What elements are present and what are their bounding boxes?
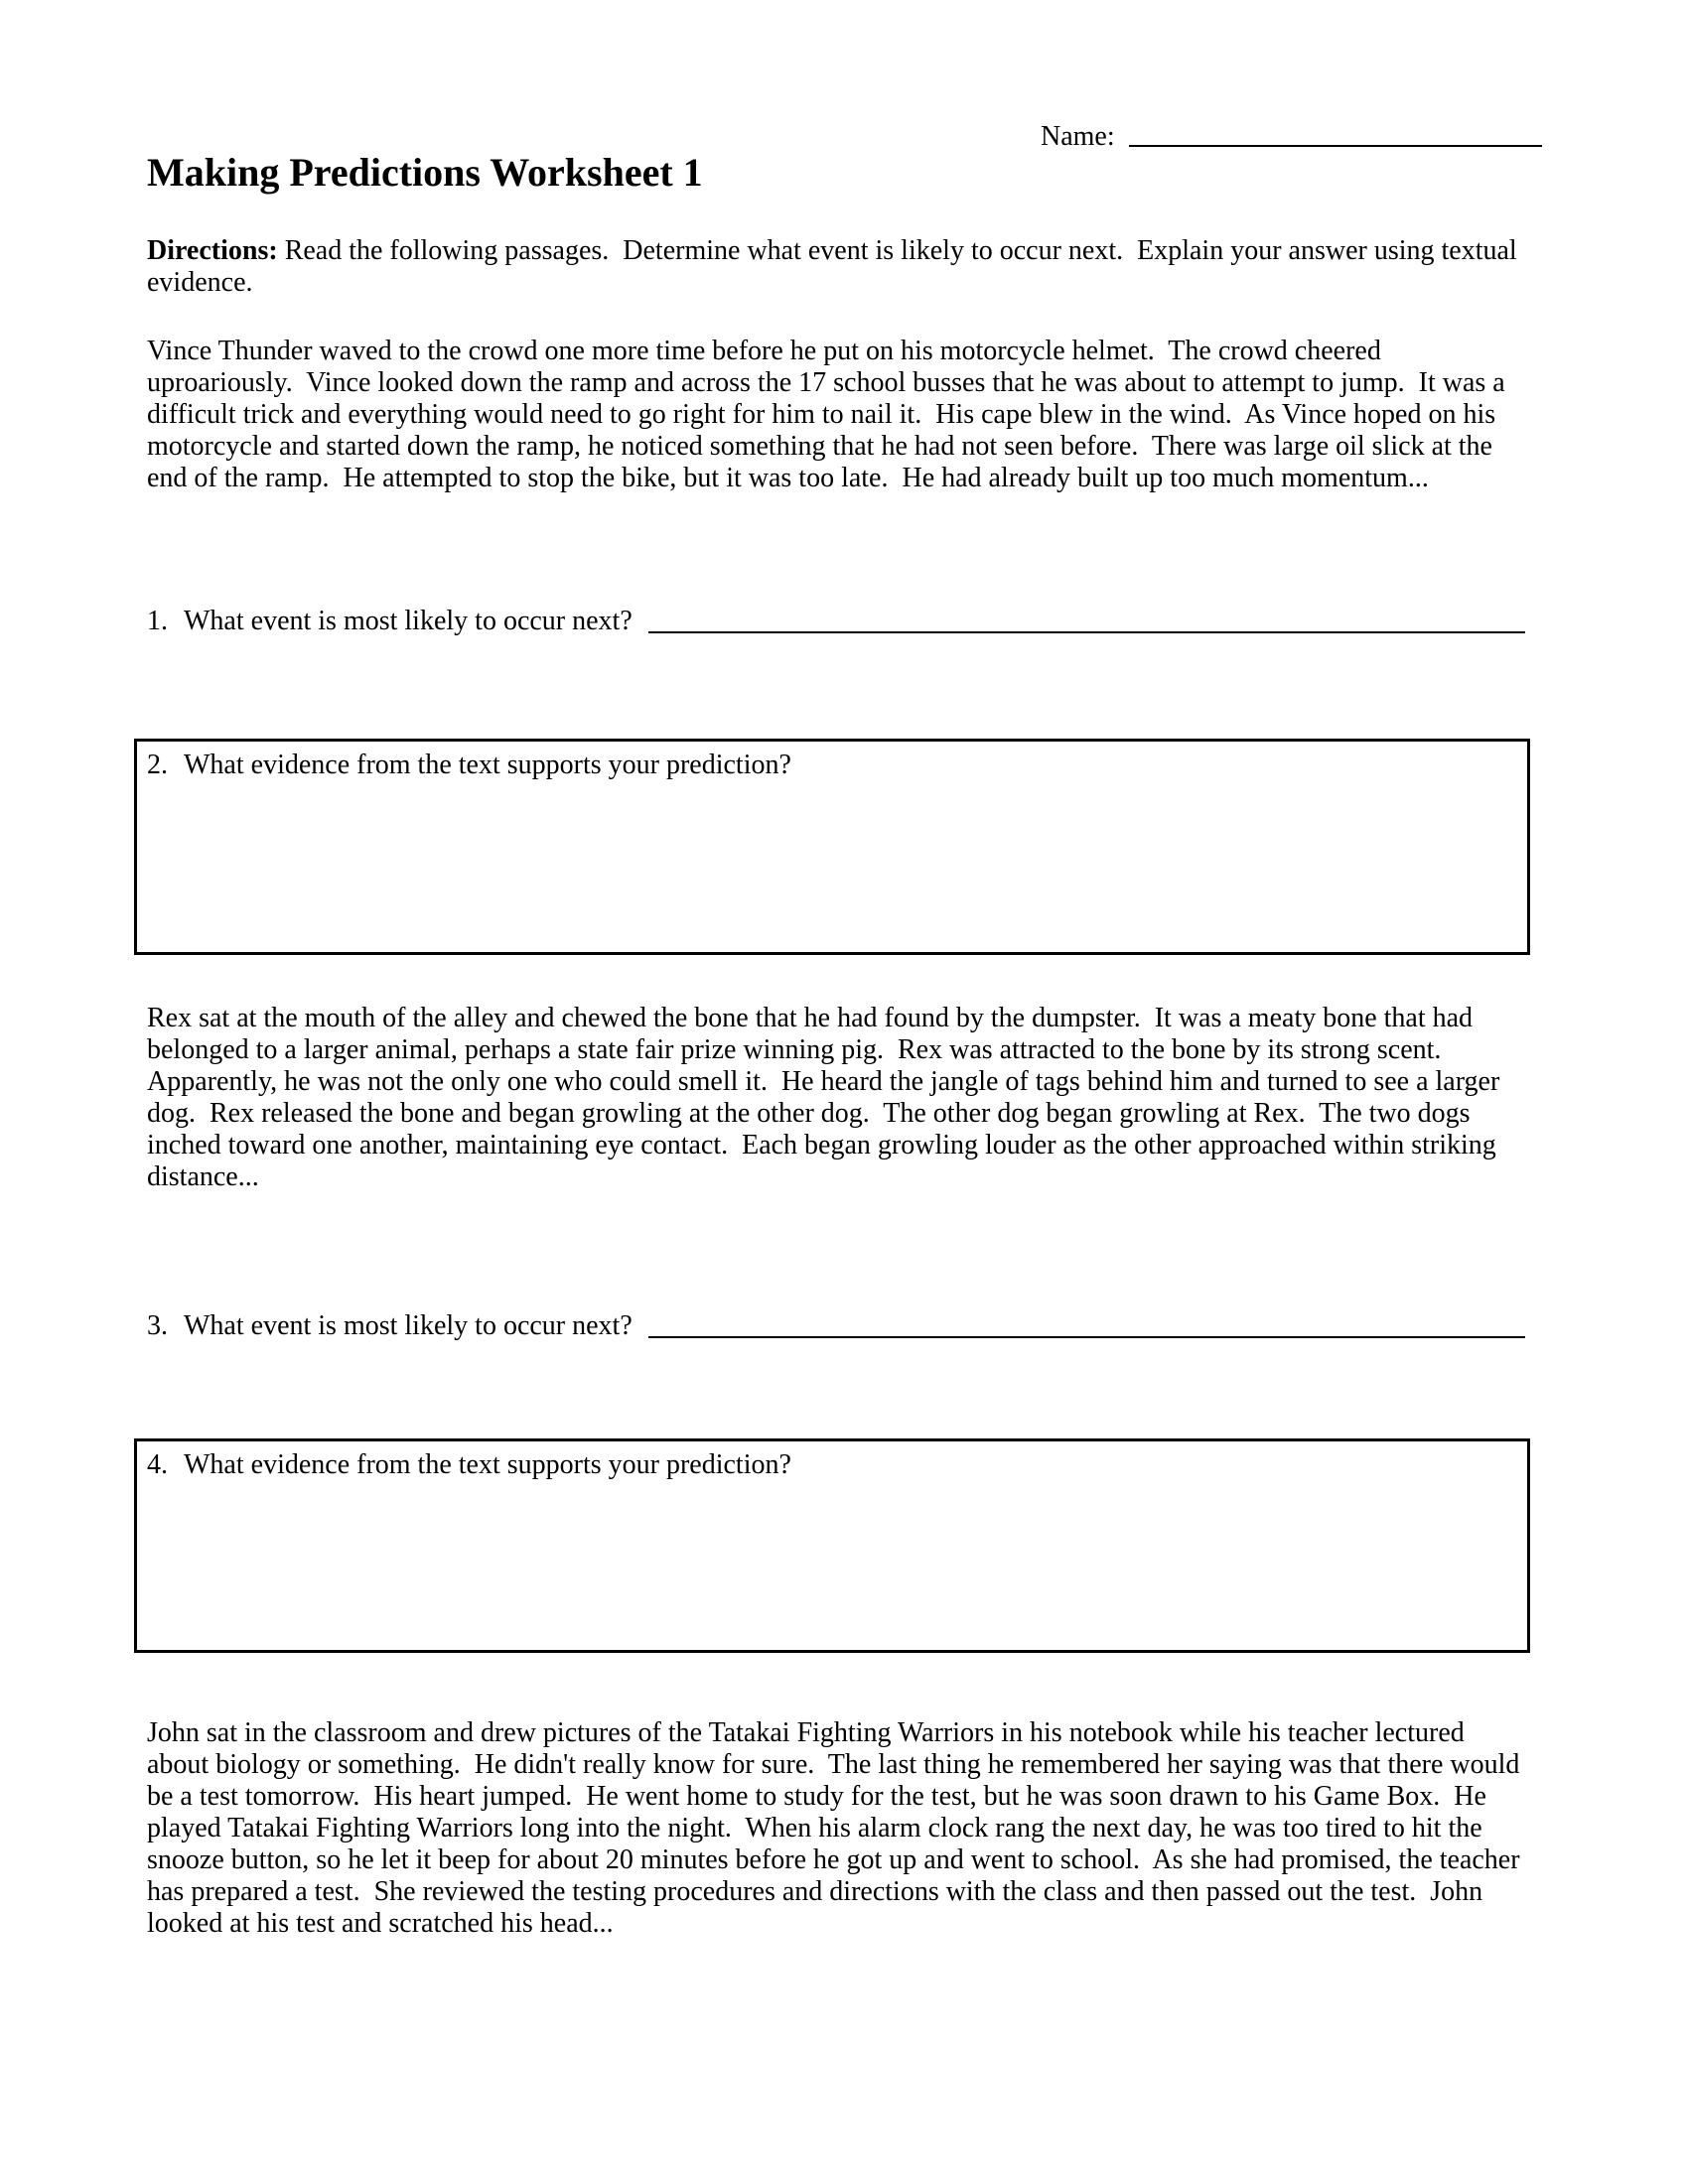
question-1-answer-line[interactable] bbox=[648, 631, 1525, 633]
question-3-number: 3. bbox=[147, 1310, 168, 1341]
name-input-line[interactable] bbox=[1129, 145, 1542, 147]
question-4-number: 4. bbox=[147, 1449, 168, 1480]
name-label: Name: bbox=[1041, 121, 1115, 152]
worksheet-title: Making Predictions Worksheet 1 bbox=[147, 150, 703, 195]
question-4-answer-box[interactable] bbox=[134, 1438, 1530, 1653]
directions-text: Read the following passages. Determine what event is likely to occur next. Explain your answer using textual evidence. bbox=[147, 235, 1524, 298]
question-2-row bbox=[137, 742, 1527, 781]
question-2-number: 2. bbox=[147, 750, 168, 780]
passage-1: Vince Thunder waved to the crowd one more time before he put on his motorcycle helmet. The crowd cheered uproariously. Vince looked down the ramp and across the 17 school busses that he was about to attempt to jump. It was a difficult trick and everything would need to go right for him to nail it. His cape blew in the wind. As Vince hoped on his motorcycle and started down the ramp, he noticed something that he had not seen before. There was large oil slick at the end of the ramp. He attempted to stop the bike, but it was too late. He had already built up too much momentum... bbox=[147, 336, 1512, 493]
question-3-row bbox=[147, 1310, 1525, 1342]
question-3-answer-line[interactable] bbox=[648, 1336, 1525, 1338]
name-field-row bbox=[1041, 121, 1543, 153]
passage-3: John sat in the classroom and drew pictures of the Tatakai Fighting Warriors in his notebook while his teacher lectured about biology or something. He didn't really know for sure. The last thing he remembered her saying was that there would be a test tomorrow. His heart jumped. He went home to study for the test, but he was soon drawn to his Game Box. He played Tatakai Fighting Warriors long into the night. When his alarm clock rang the next day, he was too tired to hit the snooze button, so he let it beep for about 20 minutes before he got up and went to school. As she had promised, the teacher has prepared a test. She reviewed the testing procedures and directions with the class and then passed out the test. John looked at his test and scratched his head... bbox=[147, 1717, 1527, 1939]
question-4-text: What evidence from the text supports your prediction? bbox=[184, 1449, 791, 1480]
passage-2: Rex sat at the mouth of the alley and chewed the bone that he had found by the dumpster. It was a meaty bone that had belonged to a larger animal, perhaps a state fair prize winning pig. Rex was attracted to the bone by its strong scent. Apparently, he was not the only one who could smell it. He heard the jangle of tags behind him and turned to see a larger dog. Rex released the bone and began growling at the other dog. The other dog began growling at Rex. The two dogs inched toward one another, maintaining eye contact. Each began growling louder as the other approached within striking distance... bbox=[147, 1003, 1507, 1192]
question-1-row bbox=[147, 606, 1525, 637]
directions bbox=[147, 235, 1527, 299]
question-1-text: What event is most likely to occur next? bbox=[184, 606, 633, 636]
question-1-number: 1. bbox=[147, 606, 168, 636]
question-2-text: What evidence from the text supports your prediction? bbox=[184, 750, 791, 780]
question-4-row bbox=[137, 1441, 1527, 1481]
question-2-answer-box[interactable] bbox=[134, 739, 1530, 955]
directions-label: Directions: bbox=[147, 235, 278, 266]
question-3-text: What event is most likely to occur next? bbox=[184, 1310, 633, 1341]
